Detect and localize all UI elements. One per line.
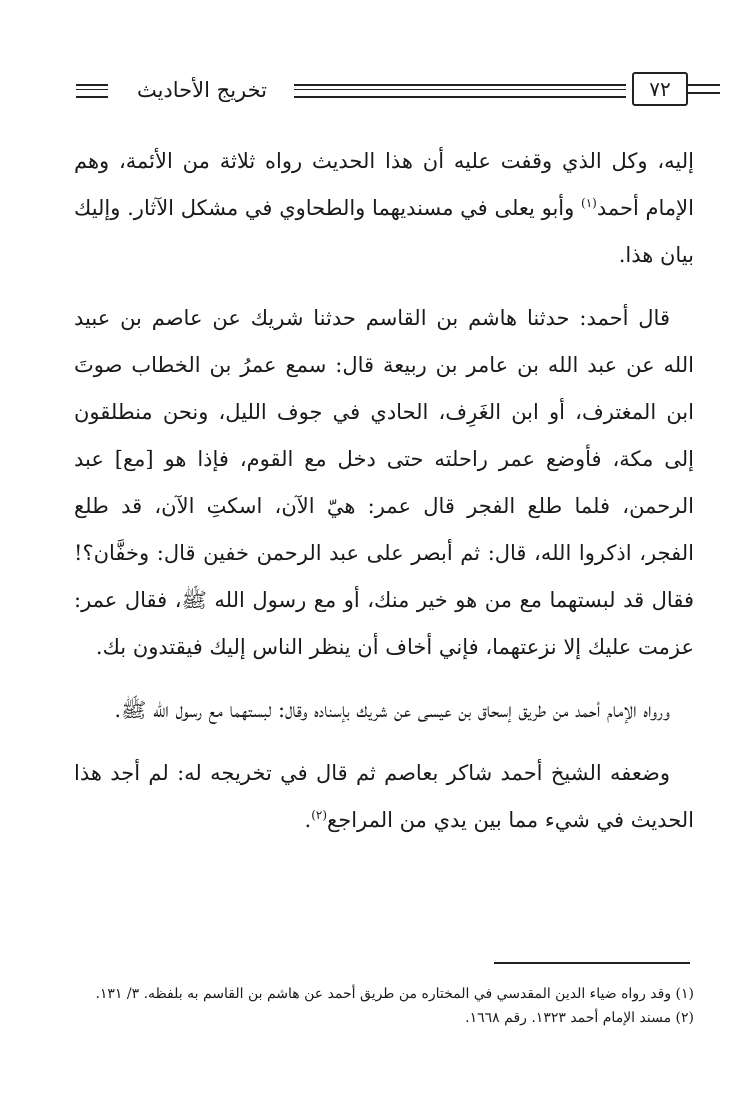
paragraph-4-text: وضعفه الشيخ أحمد شاكر بعاصم ثم قال في تخريجه له: لم أجد هذا الحديث في شيء مما بين يدي من المراجع: [74, 761, 694, 832]
paragraph-3: ورواه الإمام أحمد من طريق إسحاق بن عيسى عن شريك بإسناده وقال: لبستهما مع رسول الله ﷺ.: [114, 698, 670, 722]
header-ornament-middle: [294, 84, 626, 98]
paragraph-1-text: إليه، وكل الذي وقفت عليه أن هذا الحديث رواه ثلاثة من الأئمة، وهم الإمام أحمد: [74, 149, 694, 220]
footnote-1: (١) وقد رواه ضياء الدين المقدسي في المختاره من طريق أحمد عن هاشم بن القاسم به بلفظه. ٣/ ١٣١.: [95, 986, 694, 1002]
footnote-ref-2: (٢): [311, 808, 328, 822]
paragraph-4: [74, 750, 694, 844]
footnote-2: (٢) مسند الإمام أحمد ١٣٢٣. رقم ١٦٦٨.: [465, 1010, 694, 1026]
paragraph-4-end: .: [304, 808, 312, 832]
running-title: تخريج الأحاديث: [136, 78, 268, 102]
page-number: ٧٢: [632, 72, 688, 106]
paragraph-1-continuation: وأبو يعلى في مسنديهما والطحاوي في مشكل الآثار. وإليك بيان هذا.: [74, 196, 694, 267]
main-text: [74, 138, 694, 860]
footnote-separator: [494, 962, 690, 964]
paragraph-2: قال أحمد: حدثنا هاشم بن القاسم حدثنا شريك عن عاصم بن عبيد الله عن عبد الله بن عامر بن ربيعة قال: سمع عمرُ بن الخطاب صوتَ ابن المغترف، أو ابن الغَرِف، الحادي في جوف الليل، ونحن منطلقون إلى مكة، فأوضع عمر راحلته حتى دخل مع القوم، فإذا هو [مع] عبد الرحمن، فلما طلع الفجر قال عمر: هيّ الآن، اسكتِ الآن، قد طلع الفجر، اذكروا الله، قال: ثم أبصر على عبد الرحمن خفين قال: وخفَّان؟! فقال قد لبستهما مع من هو خير منك، أو مع رسول الله ﷺ، فقال عمر: عزمت عليك إلا نزعتهما، فإني أخاف أن ينظر الناس إليك فيقتدون بك.: [74, 306, 694, 659]
page-header: [76, 72, 694, 108]
footnote-ref-1: (١): [581, 196, 597, 210]
footnotes: [74, 982, 694, 1030]
header-ornament-left: [76, 84, 108, 98]
paragraph-1: [74, 138, 694, 279]
